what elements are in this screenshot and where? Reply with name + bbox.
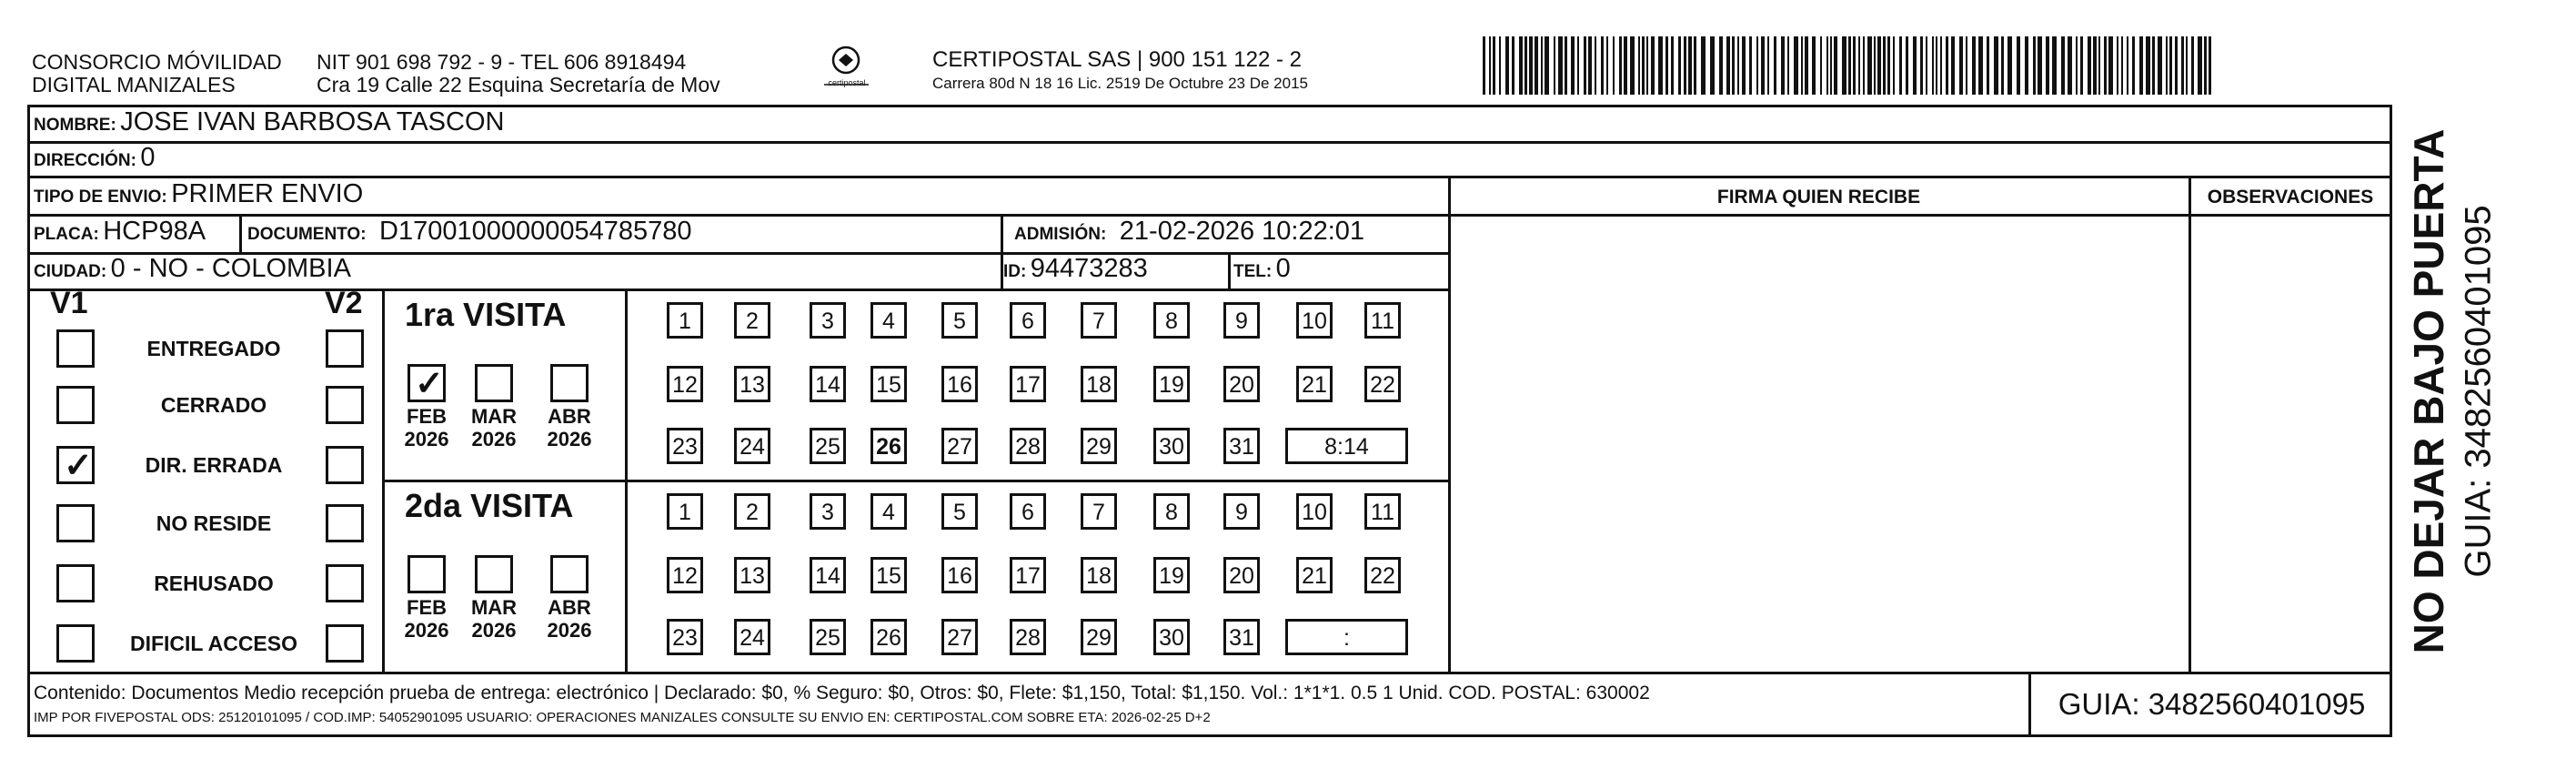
barcode-bar [2017, 36, 2020, 95]
day-box[interactable]: 6 [1010, 493, 1046, 530]
day-box[interactable]: 16 [941, 366, 978, 402]
v1-label: V1 [50, 286, 88, 320]
row-divider [382, 480, 1451, 482]
visita1-title: 1ra VISITA [405, 296, 567, 333]
documento-value: D17001000000054785780 [379, 217, 692, 246]
barcode-bar [1767, 36, 1769, 95]
day-box[interactable]: 7 [1081, 493, 1117, 530]
day-box[interactable]: 10 [1296, 493, 1333, 530]
barcode-bar [1584, 36, 1586, 95]
barcode-bar [2076, 36, 2078, 95]
barcode-bar [1874, 36, 1876, 95]
day-box[interactable]: 11 [1364, 302, 1401, 339]
barcode-bar [1899, 36, 1902, 95]
footer-content: Contenido: Documentos Medio recepción prueba de entrega: electrónico | Declarado: $0, % Seguro: $0, Otros: $0, Flete: $1,150, Total: $1,150. Vol.: 1*1*1. 0.5 1 Unid. COD. POSTAL: 630002 [34, 683, 1650, 703]
v1-checkbox[interactable] [56, 504, 95, 542]
barcode-bar [2052, 36, 2057, 95]
day-box[interactable]: 4 [870, 302, 907, 339]
barcode-bar [2152, 36, 2155, 95]
day-box[interactable]: 24 [734, 428, 770, 464]
row-divider [27, 141, 2392, 144]
day-box[interactable]: 26 [870, 619, 907, 655]
v2-checkbox[interactable] [326, 329, 364, 368]
side-guia: GUIA: 3482560401095 [2458, 205, 2499, 578]
day-box[interactable]: 8 [1153, 493, 1190, 530]
day-box[interactable]: 15 [870, 557, 907, 593]
day-box[interactable]: 28 [1010, 428, 1046, 464]
tipo-envio-value: PRIMER ENVIO [171, 179, 364, 208]
col-divider [1228, 252, 1231, 288]
day-box[interactable]: 18 [1081, 557, 1117, 593]
barcode-bar [2166, 36, 2168, 95]
barcode-bar [2127, 36, 2128, 95]
side-warning: NO DEJAR BAJO PUERTA [2405, 128, 2452, 654]
day-box[interactable]: 21 [1296, 366, 1333, 402]
barcode-bar [1940, 36, 1942, 95]
barcode-bar [1671, 36, 1674, 95]
v2-checkbox[interactable] [326, 504, 364, 542]
barcode-bar [1558, 36, 1563, 95]
day-box[interactable]: 21 [1296, 557, 1333, 593]
barcode-bar [1853, 36, 1856, 95]
barcode-bar [1883, 36, 1886, 95]
barcode-bar [1820, 36, 1822, 95]
day-box[interactable]: 25 [810, 619, 846, 655]
barcode-bar [2001, 36, 2004, 95]
ciudad-label: CIUDAD: [34, 262, 107, 281]
barcode-bar [2093, 36, 2097, 95]
day-box[interactable]: 7 [1081, 302, 1117, 339]
barcode-bar [2169, 36, 2172, 95]
v1-checkbox[interactable] [56, 329, 95, 368]
barcode-bar [1505, 36, 1509, 95]
barcode-bar [1624, 36, 1627, 95]
barcode-bar [2132, 36, 2135, 95]
day-box[interactable]: 30 [1153, 619, 1190, 655]
barcode-bar [1913, 36, 1917, 95]
day-box[interactable]: 24 [734, 619, 770, 655]
barcode-bar [2209, 36, 2211, 95]
barcode-bar [1834, 36, 1837, 95]
barcode-bar [1920, 36, 1923, 95]
ciudad-field [34, 254, 351, 284]
month-name: ABR [548, 405, 591, 428]
barcode-bar [1535, 36, 1538, 95]
barcode-bar [2061, 36, 2065, 95]
direccion-label: DIRECCIÓN: [34, 151, 136, 170]
row-divider [27, 288, 1451, 291]
barcode-bar [1826, 36, 1828, 95]
barcode-bar [2204, 36, 2207, 95]
day-box[interactable]: 1 [667, 493, 703, 530]
barcode-bar [2080, 36, 2083, 95]
barcode-bar [1499, 36, 1501, 95]
day-box[interactable]: 8 [1153, 302, 1190, 339]
side-guia-wrap [2456, 137, 2501, 646]
day-box[interactable]: 14 [810, 366, 846, 402]
time-box[interactable]: 8:14 [1285, 428, 1408, 464]
month-year: 2026 [404, 428, 449, 450]
courier-address: Carrera 80d N 18 16 Lic. 2519 De Octubre 23 De 2015 [932, 75, 1308, 92]
day-box[interactable]: 27 [941, 428, 978, 464]
month-label [467, 596, 521, 642]
day-box[interactable]: 2 [734, 302, 770, 339]
barcode-bar [2025, 36, 2028, 95]
v2-checkbox[interactable] [326, 624, 364, 663]
admision-value: 21-02-2026 10:22:01 [1119, 217, 1365, 246]
day-box[interactable]: 15 [870, 366, 907, 402]
option-label: DIFICIL ACCESO [129, 632, 297, 655]
month-name: MAR [470, 596, 518, 619]
barcode-bar [1805, 36, 1808, 95]
company-line1: CONSORCIO MÓVILIDAD [32, 50, 282, 74]
barcode-bar [1638, 36, 1640, 95]
day-box[interactable]: 14 [810, 557, 846, 593]
barcode-bar [1613, 36, 1615, 95]
barcode-bar [1571, 36, 1575, 95]
v1-checkbox[interactable] [56, 386, 95, 424]
day-box[interactable]: 18 [1081, 366, 1117, 402]
time-box[interactable]: : [1285, 619, 1408, 655]
day-box[interactable]: 27 [941, 619, 978, 655]
admision-field [1014, 217, 1364, 247]
documento-field [247, 217, 692, 247]
barcode-bar [2181, 36, 2184, 95]
barcode-bar [1893, 36, 1895, 95]
day-box[interactable]: 17 [1010, 366, 1046, 402]
barcode-bar [1842, 36, 1846, 95]
month-label [542, 596, 597, 642]
barcode-bar [1489, 36, 1491, 95]
barcode-bar [2191, 36, 2194, 95]
barcode-bar [1737, 36, 1739, 95]
barcode-bar [2068, 36, 2072, 95]
v2-checkbox[interactable] [326, 564, 364, 602]
barcode-bar [1848, 36, 1851, 95]
month-label [542, 405, 597, 450]
barcode-bar [1701, 36, 1706, 95]
barcode-bar [1595, 36, 1596, 95]
barcode-bar [1512, 36, 1514, 95]
month-checkbox[interactable] [550, 364, 589, 402]
day-box[interactable]: 20 [1223, 557, 1260, 593]
month-checkbox[interactable] [475, 364, 513, 402]
day-box[interactable]: 5 [941, 493, 978, 530]
day-box[interactable]: 3 [810, 302, 846, 339]
placa-value: HCP98A [103, 217, 206, 246]
barcode-bar [1710, 36, 1715, 95]
barcode-bar [1630, 36, 1635, 95]
barcode-bar [1951, 36, 1955, 95]
admision-label: ADMISIÓN: [1014, 225, 1107, 244]
v1-checkbox[interactable] [56, 564, 95, 602]
day-box[interactable]: 5 [941, 302, 978, 339]
day-box[interactable]: 12 [667, 557, 703, 593]
barcode-icon [1483, 36, 2215, 95]
placa-label: PLACA: [34, 225, 99, 244]
barcode-bar [2158, 36, 2162, 95]
nombre-label: NOMBRE: [34, 116, 116, 135]
day-box[interactable]: 1 [667, 302, 703, 339]
day-box[interactable]: 29 [1081, 619, 1117, 655]
barcode-bar [1994, 36, 1998, 95]
barcode-bar [1554, 36, 1555, 95]
barcode-bar [1642, 36, 1645, 95]
month-checkbox[interactable] [408, 364, 446, 402]
placa-field [34, 217, 206, 247]
day-box[interactable]: 22 [1364, 557, 1401, 593]
tel-value: 0 [1275, 254, 1291, 283]
tipo-envio-label: TIPO DE ENVIO: [34, 187, 167, 207]
v1-checkbox[interactable] [56, 446, 95, 484]
barcode-bar [2139, 36, 2143, 95]
barcode-bar [2186, 36, 2188, 95]
v2-label: V2 [325, 286, 363, 320]
option-label: DIR. ERRADA [145, 453, 283, 477]
barcode-bar [2175, 36, 2178, 95]
day-box[interactable]: 19 [1153, 557, 1190, 593]
barcode-bar [1588, 36, 1592, 95]
visita2-title: 2da VISITA [405, 487, 574, 524]
barcode-bar [1483, 36, 1485, 95]
month-name: ABR [548, 596, 591, 619]
company-line2: DIGITAL MANIZALES [32, 73, 236, 96]
day-box[interactable]: 29 [1081, 428, 1117, 464]
row-divider [27, 176, 2392, 178]
barcode-bar [1781, 36, 1785, 95]
day-box[interactable]: 20 [1223, 366, 1260, 402]
month-checkbox[interactable] [475, 555, 513, 593]
v1-checkbox[interactable] [56, 624, 95, 663]
day-box[interactable]: 11 [1364, 493, 1401, 530]
footer-imp: IMP POR FIVEPOSTAL ODS: 25120101095 / COD.IMP: 54052901095 USUARIO: OPERACIONES MANIZALES CONSULTE SU ENVIO EN: CERTIPOSTAL.COM SOBRE ETA: 2026-02-25 D+2 [34, 710, 1211, 725]
barcode-bar [2146, 36, 2150, 95]
barcode-bar [1972, 36, 1976, 95]
barcode-bar [1946, 36, 1948, 95]
barcode-bar [2046, 36, 2049, 95]
option-label: ENTREGADO [146, 337, 281, 360]
barcode-bar [1651, 36, 1655, 95]
barcode-bar [1606, 36, 1608, 95]
day-box[interactable]: 12 [667, 366, 703, 402]
barcode-bar [1619, 36, 1622, 95]
barcode-bar [1936, 36, 1937, 95]
day-box[interactable]: 2 [734, 493, 770, 530]
tipo-envio-field [34, 179, 363, 209]
barcode-bar [2007, 36, 2012, 95]
barcode-bar [1830, 36, 1832, 95]
barcode-bar [2098, 36, 2100, 95]
documento-label: DOCUMENTO: [247, 225, 367, 244]
barcode-bar [1688, 36, 1692, 95]
day-box[interactable]: 30 [1153, 428, 1190, 464]
day-box[interactable]: 25 [810, 428, 846, 464]
barcode-bar [1601, 36, 1604, 95]
barcode-bar [2117, 36, 2118, 95]
day-box[interactable]: 9 [1223, 302, 1260, 339]
barcode-bar [1577, 36, 1579, 95]
barcode-bar [2121, 36, 2123, 95]
barcode-bar [1732, 36, 1735, 95]
side-warning-wrap [2401, 128, 2456, 654]
barcode-bar [1887, 36, 1890, 95]
barcode-bar [2108, 36, 2113, 95]
month-checkbox[interactable] [408, 555, 446, 593]
month-label [399, 405, 454, 450]
day-box[interactable]: 19 [1153, 366, 1190, 402]
footer-guia: GUIA: 3482560401095 [2058, 687, 2366, 721]
barcode-bar [1529, 36, 1533, 95]
day-box[interactable]: 9 [1223, 493, 1260, 530]
barcode-bar [2104, 36, 2107, 95]
firma-header: FIRMA QUIEN RECIBE [1716, 187, 1921, 207]
tel-label: TEL: [1233, 262, 1273, 281]
barcode-bar [1794, 36, 1798, 95]
barcode-bar [1906, 36, 1908, 95]
barcode-bar [1565, 36, 1567, 95]
barcode-bar [2198, 36, 2202, 95]
day-box[interactable]: 6 [1010, 302, 1046, 339]
month-year: 2026 [547, 428, 592, 450]
barcode-bar [1858, 36, 1860, 95]
option-label: NO RESIDE [156, 511, 272, 535]
barcode-bar [1756, 36, 1758, 95]
option-label: CERRADO [160, 393, 267, 417]
month-year: 2026 [404, 619, 449, 642]
day-box[interactable]: 17 [1010, 557, 1046, 593]
barcode-bar [1545, 36, 1549, 95]
day-box[interactable]: 13 [734, 557, 770, 593]
tel-field [1233, 254, 1291, 284]
barcode-bar [1749, 36, 1752, 95]
month-name: MAR [470, 405, 518, 428]
barcode-bar [1761, 36, 1765, 95]
v2-checkbox[interactable] [326, 446, 364, 484]
month-checkbox[interactable] [550, 555, 589, 593]
barcode-bar [2033, 36, 2036, 95]
month-label [399, 596, 454, 642]
day-box[interactable]: 13 [734, 366, 770, 402]
day-box[interactable]: 4 [870, 493, 907, 530]
id-field [1003, 254, 1148, 284]
barcode-bar [1541, 36, 1543, 95]
barcode-bar [1966, 36, 1967, 95]
month-name: FEB [407, 596, 447, 619]
barcode-bar [1867, 36, 1872, 95]
barcode-bar [1719, 36, 1723, 95]
day-box[interactable]: 23 [667, 619, 703, 655]
month-year: 2026 [547, 619, 592, 642]
address-text: Cra 19 Calle 22 Esquina Secretaría de Mov [317, 73, 720, 96]
barcode-bar [1959, 36, 1963, 95]
day-box[interactable]: 10 [1296, 302, 1333, 339]
barcode-bar [1774, 36, 1776, 95]
barcode-bar [2038, 36, 2042, 95]
option-label: REHUSADO [154, 572, 274, 595]
barcode-bar [1658, 36, 1663, 95]
barcode-bar [1801, 36, 1803, 95]
observations-area[interactable] [2191, 217, 2391, 672]
courier-name: CERTIPOSTAL SAS | 900 151 122 - 2 [932, 47, 1302, 72]
barcode-bar [1787, 36, 1789, 95]
nit-text: NIT 901 698 792 - 9 - TEL 606 8918494 [317, 50, 687, 74]
observaciones-header: OBSERVACIONES [2207, 187, 2374, 207]
barcode-bar [1987, 36, 1989, 95]
day-box[interactable]: 28 [1010, 619, 1046, 655]
day-box[interactable]: 31 [1223, 428, 1260, 464]
day-box[interactable]: 23 [667, 428, 703, 464]
barcode-bar [2088, 36, 2091, 95]
month-year: 2026 [471, 619, 517, 642]
id-value: 94473283 [1030, 254, 1148, 283]
barcode-bar [1524, 36, 1527, 95]
ciudad-value: 0 - NO - COLOMBIA [110, 254, 351, 283]
direccion-field [34, 143, 156, 173]
barcode-bar [1978, 36, 1983, 95]
col-divider [239, 214, 242, 252]
barcode-bar [1926, 36, 1927, 95]
month-label [467, 405, 521, 450]
logo-text: certipostal [828, 78, 866, 87]
barcode-bar [1812, 36, 1816, 95]
barcode-bar [1726, 36, 1730, 95]
barcode-bar [1519, 36, 1523, 95]
barcode-bar [1694, 36, 1696, 95]
barcode-bar [1493, 36, 1495, 95]
barcode [1483, 36, 2215, 95]
day-box[interactable]: 31 [1223, 619, 1260, 655]
barcode-bar [1678, 36, 1681, 95]
barcode-bar [1665, 36, 1668, 95]
barcode-bar [1742, 36, 1746, 95]
day-box[interactable]: 22 [1364, 366, 1401, 402]
day-box[interactable]: 26 [870, 428, 907, 464]
barcode-bar [1932, 36, 1934, 95]
nombre-value: JOSE IVAN BARBOSA TASCON [120, 107, 505, 137]
barcode-bar [1684, 36, 1686, 95]
barcode-bar [1646, 36, 1648, 95]
nombre-field [34, 107, 504, 137]
id-label: ID: [1003, 262, 1027, 281]
v2-checkbox[interactable] [326, 386, 364, 424]
barcode-bar [1863, 36, 1865, 95]
day-box[interactable]: 3 [810, 493, 846, 530]
month-year: 2026 [471, 428, 517, 450]
direccion-value: 0 [140, 143, 156, 172]
day-box[interactable]: 16 [941, 557, 978, 593]
barcode-bar [1877, 36, 1881, 95]
month-name: FEB [407, 405, 447, 428]
signature-area[interactable] [1451, 217, 2188, 672]
